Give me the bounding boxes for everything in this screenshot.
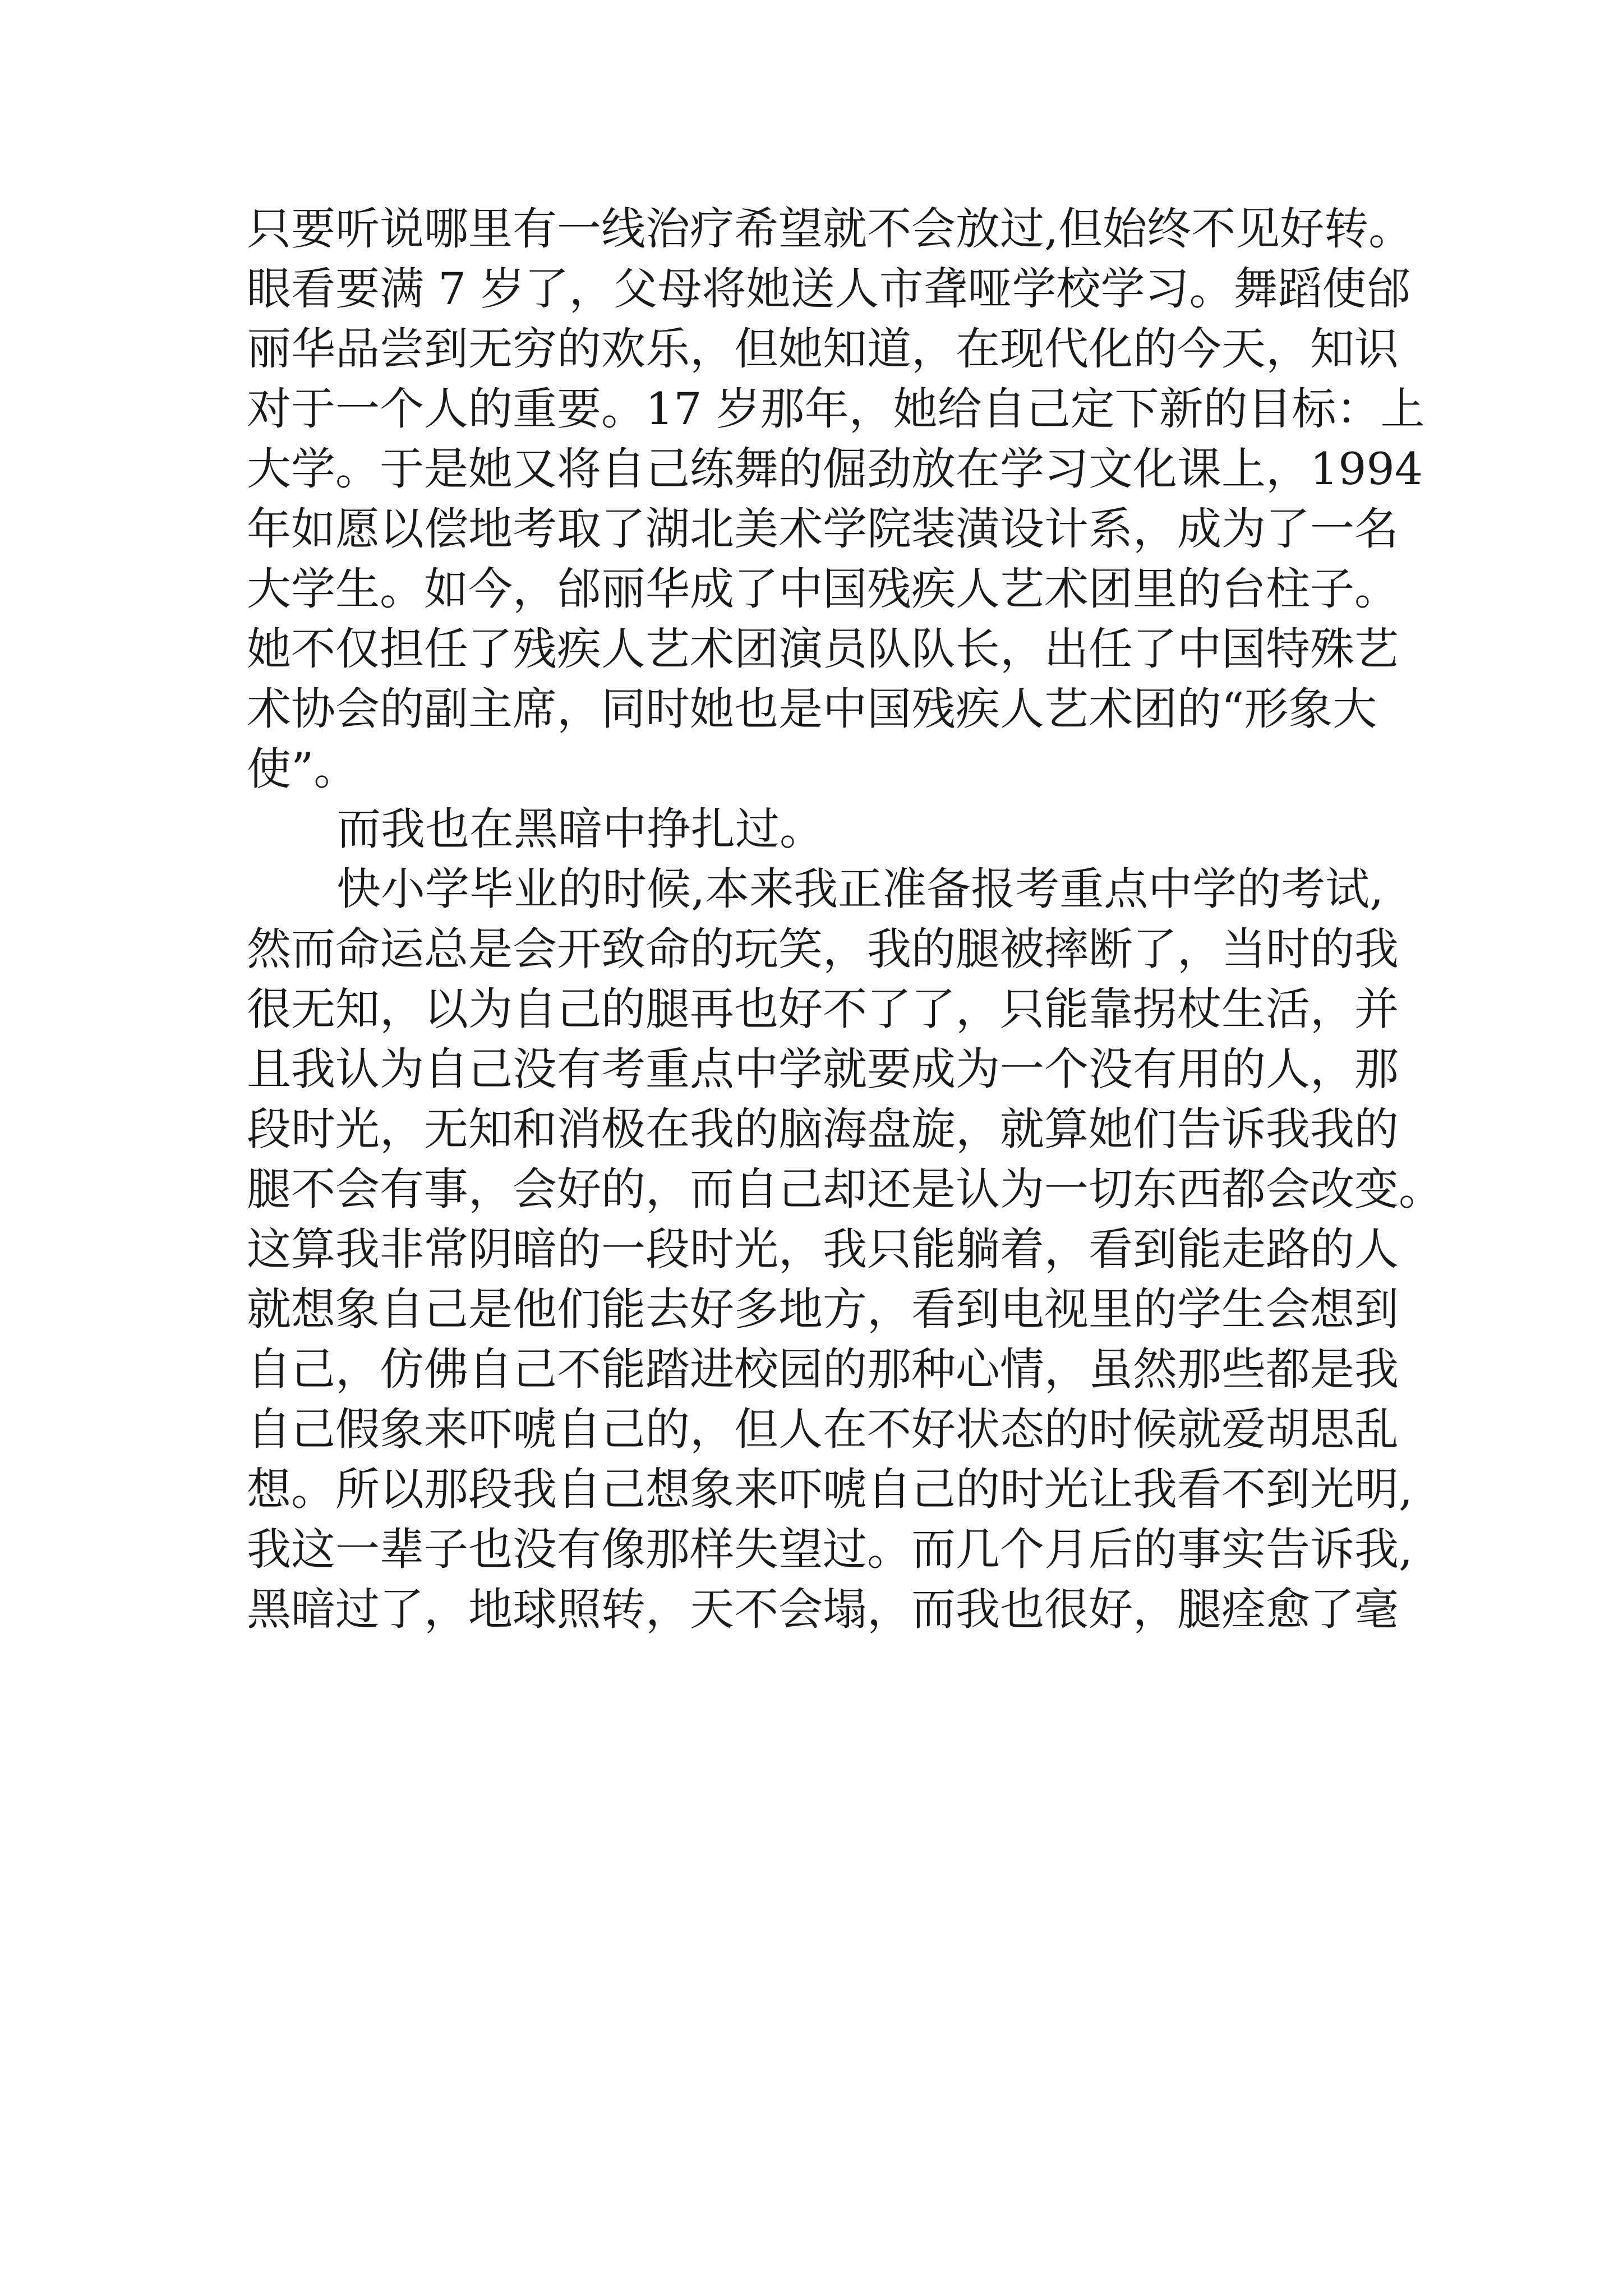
text-line: 丽华品尝到无穷的欢乐，但她知道，在现代化的今天，知识 <box>247 323 1399 375</box>
text-line: 术协会的副主席，同时她也是中国残疾人艺术团的“形象大 <box>247 683 1377 735</box>
text-line: 大学生。如今，邰丽华成了中国残疾人艺术团里的台柱子。 <box>247 563 1399 615</box>
text-line: 就想象自己是他们能去好多地方，看到电视里的学生会想到 <box>247 1283 1399 1335</box>
text-line: 大学。于是她又将自己练舞的倔劲放在学习文化课上，1994 <box>247 443 1423 495</box>
text-line: 使”。 <box>247 743 358 795</box>
text-line: 段时光，无知和消极在我的脑海盘旋，就算她们告诉我我的 <box>247 1103 1399 1155</box>
text-line: 眼看要满 7 岁了，父母将她送人市聋哑学校学习。舞蹈使邰 <box>247 263 1411 315</box>
text-line: 她不仅担任了残疾人艺术团演员队队长，出任了中国特殊艺 <box>247 623 1399 675</box>
paragraph-first-line: 快小学毕业的时候,本来我正准备报考重点中学的考试, <box>336 863 1384 915</box>
text-line: 且我认为自己没有考重点中学就要成为一个没有用的人，那 <box>247 1043 1399 1095</box>
paragraph-first-line: 而我也在黑暗中挣扎过。 <box>336 803 824 855</box>
text-line: 我这一辈子也没有像那样失望过。而几个月后的事实告诉我, <box>247 1524 1413 1575</box>
text-line: 这算我非常阴暗的一段时光，我只能躺着，看到能走路的人 <box>247 1223 1399 1275</box>
text-line: 腿不会有事，会好的，而自己却还是认为一切东西都会改变。 <box>247 1163 1443 1215</box>
text-line: 年如愿以偿地考取了湖北美术学院装潢设计系，成为了一名 <box>247 503 1399 555</box>
text-line: 很无知，以为自己的腿再也好不了了，只能靠拐杖生活，并 <box>247 983 1399 1035</box>
text-line: 想。所以那段我自己想象来吓唬自己的时光让我看不到光明, <box>247 1464 1413 1515</box>
text-line: 只要听说哪里有一线治疗希望就不会放过,但始终不见好转。 <box>247 203 1413 255</box>
text-line: 自己假象来吓唬自己的，但人在不好状态的时候就爱胡思乱 <box>247 1404 1399 1455</box>
document-body <box>247 199 1443 1640</box>
text-line: 自己，仿佛自己不能踏进校园的那种心情，虽然那些都是我 <box>247 1343 1399 1395</box>
text-line: 黑暗过了，地球照转，天不会塌，而我也很好，腿痊愈了毫 <box>247 1584 1399 1635</box>
text-line: 然而命运总是会开致命的玩笑，我的腿被摔断了，当时的我 <box>247 923 1399 975</box>
text-line: 对于一个人的重要。17 岁那年，她给自己定下新的目标：上 <box>247 383 1425 435</box>
